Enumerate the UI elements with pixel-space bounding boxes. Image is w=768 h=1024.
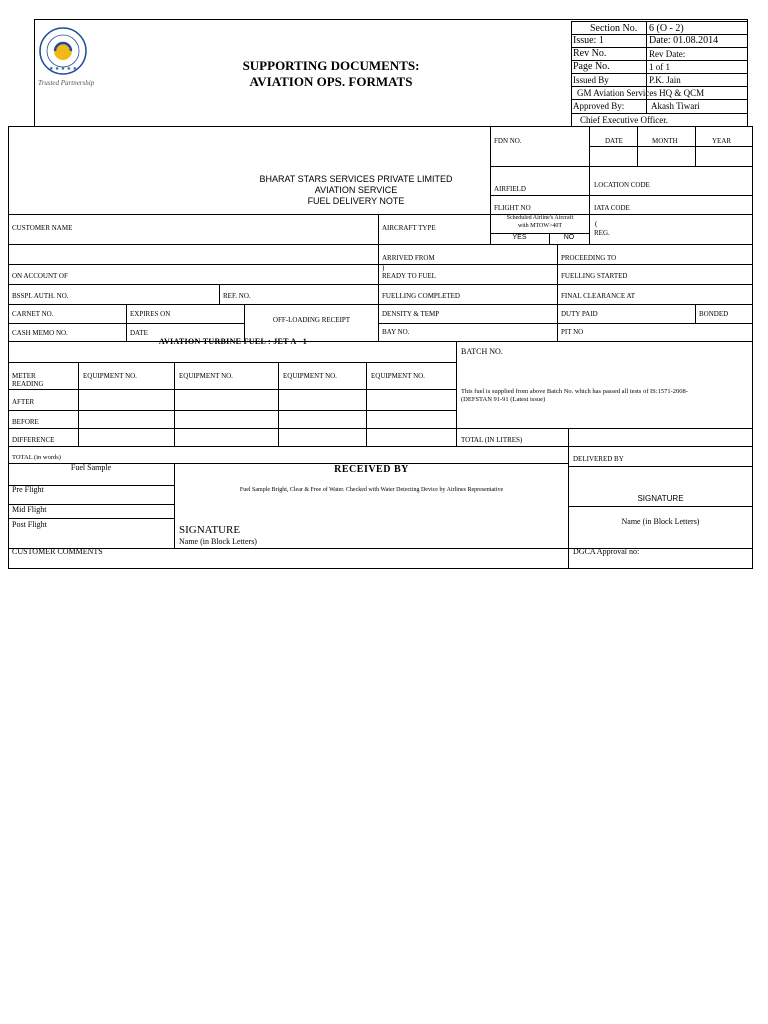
density-temp-label: DENSITY & TEMP bbox=[382, 310, 440, 318]
meter-reading-line2: READING bbox=[12, 380, 44, 388]
no-option[interactable]: NO bbox=[563, 234, 575, 241]
page-value: 1 of 1 bbox=[649, 62, 670, 72]
company-logo bbox=[38, 26, 88, 76]
offloading-receipt-label: OFF-LOADING RECEIPT bbox=[272, 316, 351, 324]
batch-no-label: BATCH NO. bbox=[461, 347, 503, 356]
tagline: Trusted Partnership bbox=[38, 79, 95, 87]
dgca-approval-label: DGCA Approval no: bbox=[573, 547, 640, 556]
page-label: Page No. bbox=[573, 61, 610, 72]
bay-no-label: BAY NO. bbox=[382, 328, 410, 336]
expires-on-label: EXPIRES ON bbox=[130, 310, 171, 318]
ready-to-fuel-label: READY TO FUEL bbox=[382, 272, 436, 280]
reg-open-paren: ( bbox=[595, 220, 598, 228]
equipment-no-col2: EQUIPMENT NO. bbox=[179, 372, 233, 380]
delivered-by-label: DELIVERED BY bbox=[573, 455, 624, 463]
approved-by-value: Akash Tiwari bbox=[651, 101, 700, 111]
total-litres-label: TOTAL (IN LITRES) bbox=[461, 436, 523, 444]
issue-label: Issue: 1 bbox=[573, 35, 604, 46]
difference-label: DIFFERENCE bbox=[12, 436, 55, 444]
iata-code-label: IATA CODE bbox=[594, 204, 630, 212]
bsspl-auth-label: BSSPL AUTH. NO. bbox=[12, 292, 69, 300]
after-label: AFTER bbox=[12, 398, 35, 406]
ref-no-label: REF. NO. bbox=[223, 292, 251, 300]
date-label: Date: 01.08.2014 bbox=[649, 35, 719, 46]
batch-note-line1: This fuel is supplied from above Batch No. which has passed all tests of IS:1571-2008- bbox=[461, 388, 688, 395]
date2-label: DATE bbox=[130, 329, 148, 337]
company-name: BHARAT STARS SERVICES PRIVATE LIMITED bbox=[259, 174, 453, 184]
duty-paid-label: DUTY PAID bbox=[561, 310, 598, 318]
svg-text:★ ★ ★ ★ ★: ★ ★ ★ ★ ★ bbox=[49, 66, 77, 72]
location-code-label: LOCATION CODE bbox=[594, 181, 650, 189]
yes-option[interactable]: YES bbox=[512, 234, 527, 241]
pre-flight-label[interactable]: Pre Flight bbox=[12, 485, 44, 494]
header-title-line1: SUPPORTING DOCUMENTS: bbox=[242, 58, 420, 73]
close-paren: ) bbox=[382, 264, 385, 272]
approved-by-role: Chief Executive Officer. bbox=[580, 115, 669, 125]
year-label: YEAR bbox=[712, 137, 732, 145]
company-division: AVIATION SERVICE bbox=[314, 185, 398, 195]
received-by-label: RECEIVED BY bbox=[334, 464, 409, 475]
cash-memo-label: CASH MEMO NO. bbox=[12, 329, 68, 337]
rev-no-label: Rev No. bbox=[573, 48, 607, 59]
form-title: FUEL DELIVERY NOTE bbox=[307, 196, 405, 206]
on-account-of-label: ON ACCOUNT OF bbox=[12, 272, 68, 280]
issued-by-label: Issued By bbox=[573, 75, 609, 85]
total-words-label: TOTAL (in words) bbox=[12, 454, 61, 461]
reg-label: REG. bbox=[594, 229, 610, 237]
aircraft-type-label: AIRCRAFT TYPE bbox=[382, 224, 436, 232]
rev-date-label: Rev Date: bbox=[649, 49, 686, 59]
issued-by-value: P.K. Jain bbox=[649, 75, 681, 85]
before-label: BEFORE bbox=[12, 418, 39, 426]
meter-reading-line1: METER bbox=[12, 372, 36, 380]
customer-name-label: CUSTOMER NAME bbox=[12, 224, 73, 232]
carnet-no-label: CARNET NO. bbox=[12, 310, 54, 318]
signature-right-label: SIGNATURE bbox=[637, 494, 684, 503]
section-label: Section No. bbox=[590, 23, 638, 34]
fuelling-completed-label: FUELLING COMPLETED bbox=[382, 292, 460, 300]
mid-flight-label[interactable]: Mid Flight bbox=[12, 505, 47, 514]
proceeding-to-label: PROCEEDING TO bbox=[561, 254, 617, 262]
sample-note: Fuel Sample Bright, Clear & Free of Water. Checked with Water Detecting Device by Airlines Representative bbox=[239, 487, 504, 493]
fuelling-started-label: FUELLING STARTED bbox=[561, 272, 628, 280]
header-title-line2: AVIATION OPS. FORMATS bbox=[249, 74, 413, 89]
approved-by-label: Approved By: bbox=[573, 101, 625, 111]
name-block-right-label: Name (in Block Letters) bbox=[621, 517, 700, 526]
section-value: 6 (O - 2) bbox=[649, 23, 684, 34]
fuel-sample-label: Fuel Sample bbox=[70, 463, 112, 472]
fdn-no-label: FDN NO. bbox=[494, 137, 522, 145]
date-label: DATE bbox=[605, 137, 623, 145]
signature-label: SIGNATURE bbox=[179, 524, 241, 536]
atf-title: AVIATION TURBINE FUEL : JET A –1 bbox=[158, 337, 308, 346]
equipment-no-col1: EQUIPMENT NO. bbox=[83, 372, 137, 380]
pit-no-label: PIT NO bbox=[561, 328, 584, 336]
equipment-no-col4: EQUIPMENT NO. bbox=[371, 372, 425, 380]
month-label: MONTH bbox=[652, 137, 678, 145]
post-flight-label[interactable]: Post Flight bbox=[12, 520, 47, 529]
equipment-no-col3: EQUIPMENT NO. bbox=[283, 372, 337, 380]
scheduled-aircraft-line2: with MTOW>40T bbox=[517, 223, 563, 229]
final-clearance-label: FINAL CLEARANCE AT bbox=[561, 292, 636, 300]
issued-by-role: GM Aviation Services HQ & QCM bbox=[577, 88, 705, 98]
name-block-label: Name (in Block Letters) bbox=[179, 537, 257, 546]
arrived-from-label: ARRIVED FROM bbox=[382, 254, 435, 262]
scheduled-aircraft-line1: Scheduled Airline's Aircraft bbox=[506, 215, 574, 221]
flight-no-label: FLIGHT NO bbox=[494, 204, 531, 212]
bonded-label: BONDED bbox=[699, 310, 729, 318]
airfield-label: AIRFIELD bbox=[494, 185, 526, 193]
customer-comments-label: CUSTOMER COMMENTS bbox=[12, 547, 103, 556]
batch-note-line2: (DEFSTAN 91-91 (Latest issue) bbox=[461, 396, 546, 403]
